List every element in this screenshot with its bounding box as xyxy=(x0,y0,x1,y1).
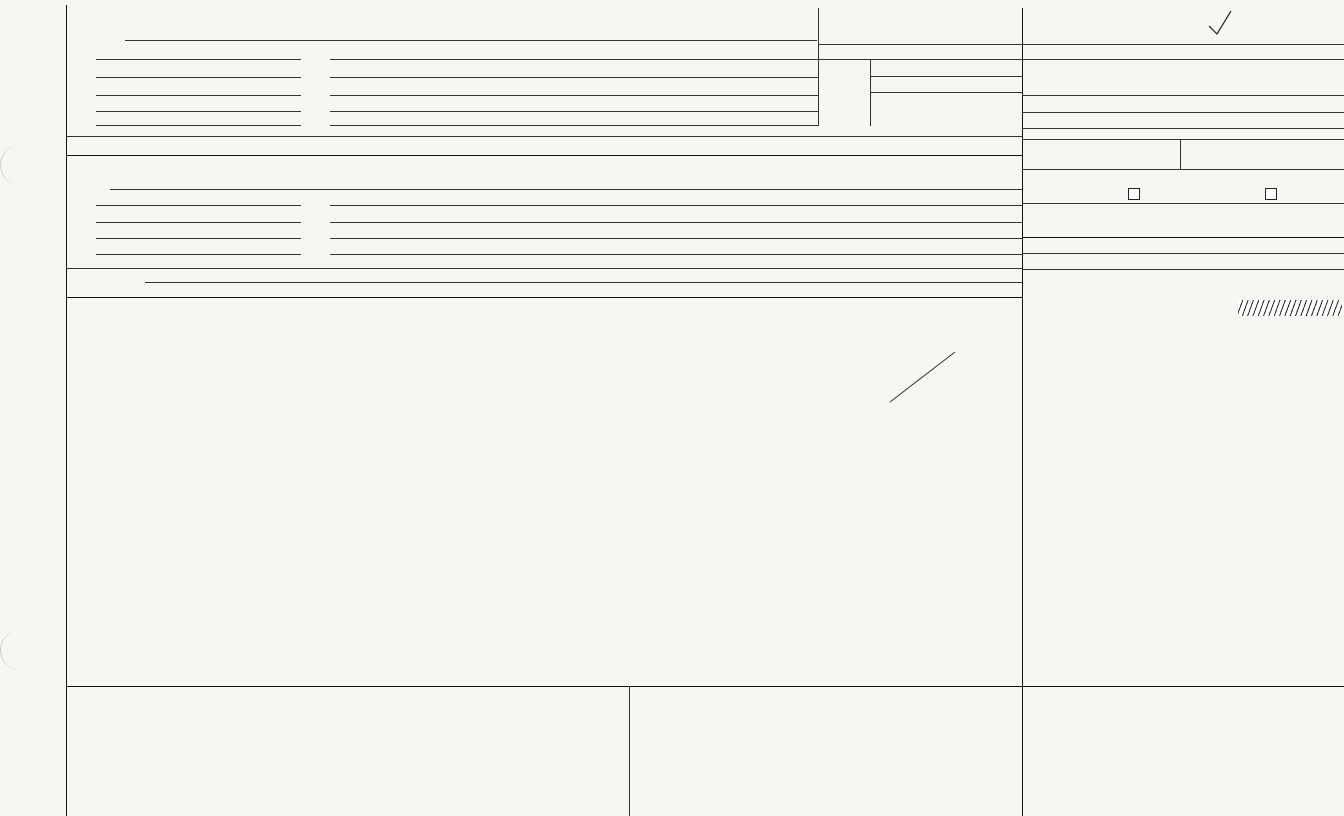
address-line-3 xyxy=(1022,128,1344,129)
address-line-2 xyxy=(1022,112,1344,113)
lds-col-header-line xyxy=(1022,269,1344,270)
four-gen-bottom-line xyxy=(1022,203,1344,204)
sources-divider xyxy=(629,686,630,816)
yes-checkbox[interactable] xyxy=(1128,188,1140,200)
pencil-stroke xyxy=(890,352,955,402)
relation-bottom-line xyxy=(1022,169,1344,170)
address-line-1 xyxy=(1022,95,1344,96)
lds-top-line xyxy=(1022,237,1344,238)
no-checkbox[interactable] xyxy=(1265,188,1277,200)
examiner-line-1 xyxy=(870,76,1022,77)
right-wife-line xyxy=(818,59,1344,60)
check-mark-icon xyxy=(1205,8,1235,38)
relation-divider xyxy=(1180,139,1181,169)
right-husband-line xyxy=(818,44,1344,45)
hatched-cell xyxy=(1238,300,1342,316)
lds-header-line xyxy=(1022,253,1344,254)
sources-top-line xyxy=(66,686,1344,687)
relation-top-line xyxy=(1022,139,1344,140)
examiner-line-2 xyxy=(870,92,1022,93)
